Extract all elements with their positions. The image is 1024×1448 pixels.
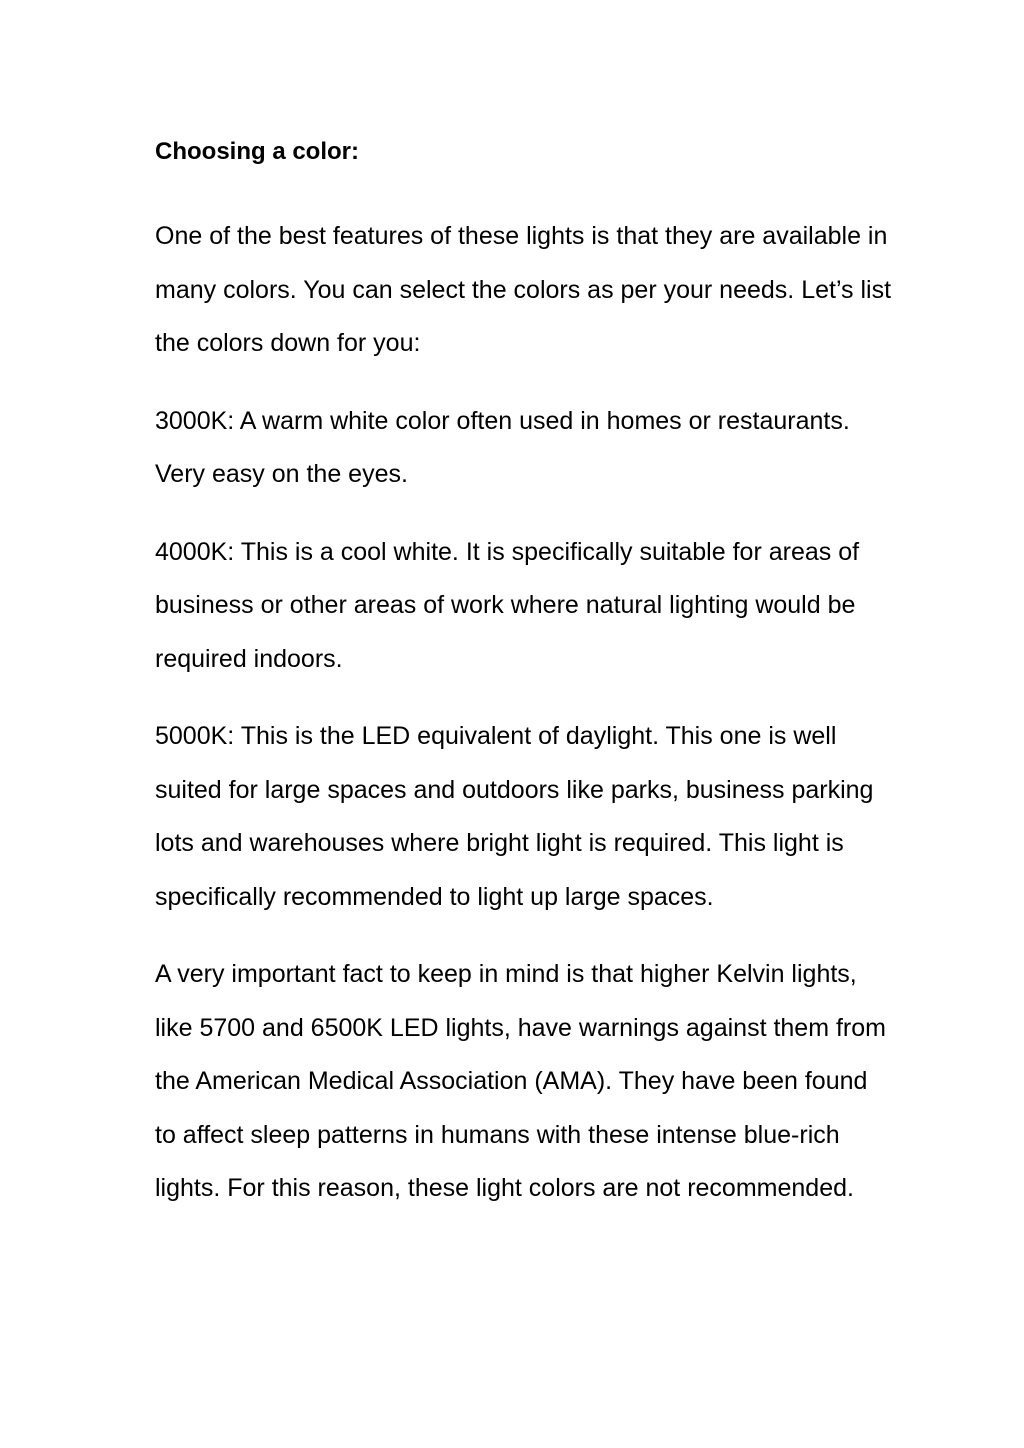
paragraph-3000k: 3000K: A warm white color often used in homes or restaurants. Very easy on the eyes. bbox=[155, 406, 850, 488]
section-heading: Choosing a color: bbox=[155, 138, 359, 165]
intro-paragraph: One of the best features of these lights is that they are available in many colors. You can select the colors as per your needs. Let’s list the colors down for you: bbox=[155, 222, 892, 357]
document-body bbox=[155, 133, 895, 1216]
warning-paragraph: A very important fact to keep in mind is that higher Kelvin lights, like 5700 and 6500K LED lights, have warnings against them from the American Medical Association (AMA). They have been found to affect sleep patterns in humans with these intense blue-rich lights. For this reason, these light colors are not recommended. bbox=[155, 960, 886, 1202]
paragraph-4000k: 4000K: This is a cool white. It is specifically suitable for areas of business or other areas of work where natural lighting would be required indoors. bbox=[155, 537, 860, 673]
paragraph-5000k: 5000K: This is the LED equivalent of daylight. This one is well suited for large spaces and outdoors like parks, business parking lots and warehouses where bright light is required. This light is specifically recommended to light up large spaces. bbox=[155, 722, 874, 911]
